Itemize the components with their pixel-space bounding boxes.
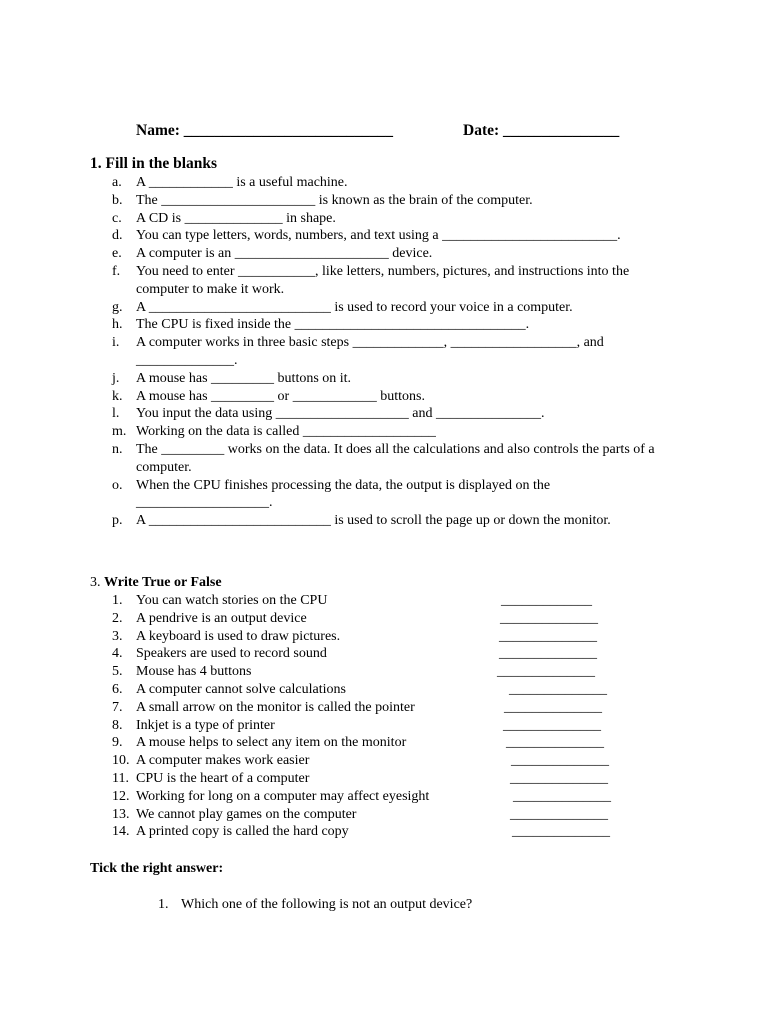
fill-item-label: o. [112, 477, 123, 493]
fill-item-text: Working on the data is called ___________________ [136, 424, 436, 440]
fill-item-text: The _________ works on the data. It does all the calculations and also controls the parts of a computer. [136, 441, 655, 475]
fill-item-text: A computer works in three basic steps _____________, __________________, and ______________. [136, 335, 604, 368]
tf-item-statement: A mouse helps to select any item on the monitor [136, 735, 407, 751]
fill-item-text: A __________________________ is used to record your voice in a computer. [136, 299, 573, 315]
fill-item-label: i. [112, 335, 120, 351]
fill-item-text: The CPU is fixed inside the _________________________________. [136, 317, 530, 333]
tf-item-number: 3. [112, 628, 123, 644]
fill-item [0, 370, 768, 388]
fill-item-text: A CD is ______________ in shape. [136, 210, 336, 226]
fill-item [0, 263, 768, 299]
tf-item-statement: Speakers are used to record sound [136, 646, 327, 662]
tf-item-statement: We cannot play games on the computer [136, 806, 357, 822]
fill-item-label: c. [112, 210, 122, 226]
fill-item [0, 423, 768, 441]
fill-item [0, 405, 768, 423]
fill-item-label: e. [112, 246, 122, 262]
fill-item-label: j. [112, 370, 120, 386]
fill-item-label: b. [112, 192, 123, 208]
tf-item-statement: A computer cannot solve calculations [136, 681, 346, 697]
date-field: Date: _______________ [463, 122, 620, 139]
tf-item-statement: Working for long on a computer may affect eyesight [136, 788, 430, 804]
tf-item-number: 7. [112, 699, 123, 715]
fill-item-label: p. [112, 513, 123, 529]
fill-item-label: h. [112, 317, 123, 333]
tf-item-statement: CPU is the heart of a computer [136, 770, 310, 786]
fill-item [0, 210, 768, 228]
tf-item-number: 2. [112, 610, 123, 626]
true-false-item [0, 681, 768, 699]
tf-item-number: 13. [112, 806, 130, 822]
tf-item-statement: Inkjet is a type of printer [136, 717, 275, 733]
fill-item [0, 245, 768, 263]
tf-answer-blank: ______________ [511, 753, 609, 769]
fill-item [0, 316, 768, 334]
fill-item [0, 299, 768, 317]
true-false-list [0, 592, 768, 841]
fill-item [0, 512, 768, 530]
true-false-item [0, 610, 768, 628]
fill-item [0, 441, 768, 477]
fill-item [0, 174, 768, 192]
tf-item-number: 11. [112, 770, 129, 786]
tf-item-statement: Mouse has 4 buttons [136, 664, 252, 680]
tf-answer-blank: ______________ [510, 770, 608, 786]
section3-number: 3. [90, 575, 101, 590]
true-false-item [0, 823, 768, 841]
mcq-question-number: 1. [158, 897, 169, 912]
true-false-item [0, 645, 768, 663]
fill-item [0, 227, 768, 245]
fill-item-text: A computer is an ______________________ device. [136, 246, 433, 262]
fill-item-label: m. [112, 424, 127, 440]
tf-item-number: 5. [112, 664, 123, 680]
fill-item [0, 334, 768, 370]
tf-answer-blank: ______________ [499, 646, 597, 662]
tf-answer-blank: ______________ [500, 610, 598, 626]
true-false-item [0, 592, 768, 610]
fill-item-label: n. [112, 441, 123, 457]
tf-answer-blank: ______________ [499, 628, 597, 644]
tf-item-number: 6. [112, 681, 123, 697]
name-field: Name: ___________________________ [136, 122, 394, 139]
tf-item-number: 14. [112, 824, 130, 840]
true-false-item [0, 788, 768, 806]
tf-item-number: 10. [112, 753, 130, 769]
fill-item-text: When the CPU finishes processing the data, the output is displayed on the ___________________. [136, 477, 551, 511]
section1-title: 1. Fill in the blanks [90, 155, 218, 172]
fill-item-label: g. [112, 299, 123, 315]
tf-item-statement: You can watch stories on the CPU [136, 593, 328, 608]
true-false-item [0, 770, 768, 788]
mcq-question-text: Which one of the following is not an output device? [181, 897, 473, 912]
tf-item-number: 4. [112, 646, 123, 662]
fill-item-text: The ______________________ is known as the brain of the computer. [136, 192, 533, 208]
tf-item-statement: A keyboard is used to draw pictures. [136, 628, 341, 644]
tf-answer-blank: ______________ [510, 806, 608, 822]
fill-in-blanks-list [0, 174, 768, 530]
fill-item-label: f. [112, 263, 121, 279]
fill-item-label: k. [112, 388, 123, 404]
section3-heading: Write True or False [104, 575, 222, 590]
tf-answer-blank: ______________ [509, 681, 607, 697]
fill-item-text: You input the data using ___________________ and _______________. [136, 406, 545, 422]
fill-item-text: A mouse has _________ or ____________ buttons. [136, 388, 425, 404]
tf-item-statement: A small arrow on the monitor is called the pointer [136, 699, 415, 715]
fill-item [0, 192, 768, 210]
tf-answer-blank: ______________ [513, 788, 611, 804]
fill-item-text: A mouse has _________ buttons on it. [136, 370, 352, 386]
true-false-item [0, 717, 768, 735]
section3-title [90, 575, 222, 591]
true-false-item [0, 806, 768, 824]
fill-item [0, 388, 768, 406]
fill-item [0, 477, 768, 513]
true-false-item [0, 734, 768, 752]
fill-item-label: a. [112, 175, 122, 190]
fill-item-text: A __________________________ is used to scroll the page up or down the monitor. [136, 513, 611, 529]
fill-item-text: You can type letters, words, numbers, and text using a _________________________. [136, 228, 621, 244]
tf-item-number: 12. [112, 788, 130, 804]
fill-item-text: You need to enter ___________, like letters, numbers, pictures, and instructions into the computer to make it work. [136, 263, 630, 297]
fill-item-label: d. [112, 228, 123, 244]
true-false-item [0, 628, 768, 646]
tf-answer-blank: ______________ [506, 735, 604, 751]
true-false-item [0, 663, 768, 681]
tf-answer-blank: ______________ [497, 664, 595, 680]
fill-item-text: A ____________ is a useful machine. [136, 175, 348, 190]
tf-answer-blank: ______________ [504, 699, 602, 715]
tf-item-number: 8. [112, 717, 123, 733]
tf-item-statement: A pendrive is an output device [136, 610, 307, 626]
tf-item-statement: A computer makes work easier [136, 753, 310, 769]
true-false-item [0, 752, 768, 770]
fill-item-label: l. [112, 406, 120, 422]
true-false-item [0, 699, 768, 717]
tf-item-statement: A printed copy is called the hard copy [136, 824, 349, 840]
tf-answer-blank: ______________ [512, 824, 610, 840]
tick-section-title: Tick the right answer: [90, 861, 224, 876]
tf-item-number: 9. [112, 735, 123, 751]
tf-answer-blank: ______________ [503, 717, 601, 733]
tf-item-number: 1. [112, 593, 123, 608]
tf-answer-blank: _____________ [501, 593, 592, 608]
